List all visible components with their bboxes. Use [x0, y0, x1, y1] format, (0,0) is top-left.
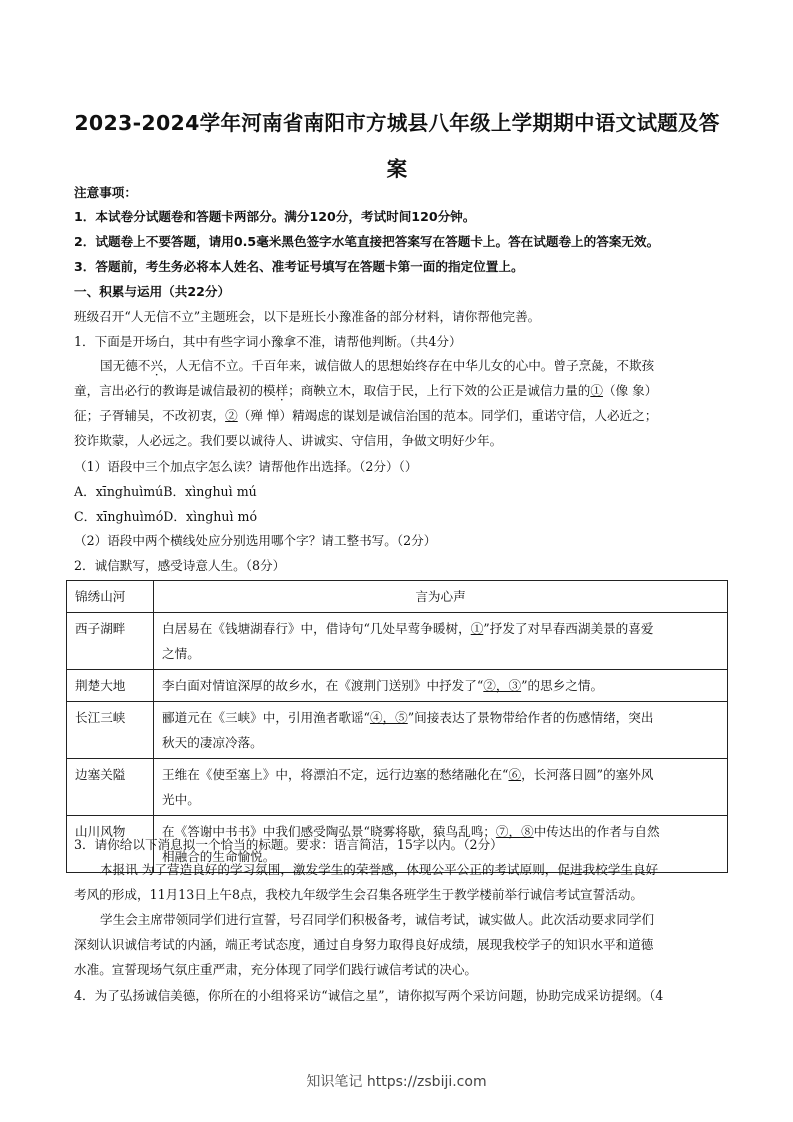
news-line: 考风的形成，11月13日上午8点，我校九年级学生会召集各班学生于教学楼前举行诚信考试宣誓活动。 — [74, 887, 644, 902]
blank-1: ① — [590, 383, 603, 398]
content-cell: 在《答谢中书书》中我们感受陶弘景“晓雾将歇，猿鸟乱鸣；⑦，⑧中传达出的作者与自然 相融合的生命愉悦。 — [154, 816, 728, 873]
place-cell: 长江三峡 — [67, 702, 154, 759]
table-header-row — [67, 581, 728, 613]
notice-item: 2．试题卷上不要答题，请用0.5毫米黑色签字水笔直接把答案写在答题卡上。答在试题卷上的答案无效。 — [74, 234, 660, 249]
passage-line: 征；子胥辅吴，不改初衷，②（殚 惮）精竭虑的谋划是诚信治国的范本。同学们，重诺守信，人必近之； — [74, 408, 658, 423]
content-cell: 郦道元在《三峡》中，引用渔者歌谣“④，⑤”间接表达了景物带给作者的伤感情绪，突出 秋天的凄凉冷落。 — [154, 702, 728, 759]
dotted-char: 样 — [275, 383, 289, 398]
passage-line: 国无德不兴，人无信不立。千百年来，诚信做人的思想始终存在中华儿女的心中。曾子烹彘，不欺孩 — [100, 358, 655, 373]
passage-line: 狡诈欺蒙，人必远之。我们要以诚待人、讲诚实、守信用，争做文明好少年。 — [74, 433, 503, 448]
options-ab: A．xīnghuìmúB．xìnghuì mú — [74, 484, 257, 499]
news-line: 学生会主席带领同学们进行宣誓，号召同学们积极备考，诚信考试，诚实做人。此次活动要求同学们 — [100, 912, 655, 927]
blank-2: ② — [225, 408, 238, 423]
poem-dictation-table — [66, 580, 728, 873]
content-cell: 李白面对情谊深厚的故乡水，在《渡荆门送别》中抒发了“②，③”的思乡之情。 — [154, 670, 728, 702]
question-3-stem: 3．请你给以下消息拟一个恰当的标题。要求：语言简洁，15字以内。（2分） — [74, 837, 503, 852]
place-cell: 荆楚大地 — [67, 670, 154, 702]
question-2-stem: 2．诚信默写，感受诗意人生。（8分） — [74, 558, 286, 573]
table-row — [67, 613, 728, 670]
table-header-cell: 锦绣山河 — [67, 581, 154, 613]
notice-item: 1．本试卷分试题卷和答题卡两部分。满分120分，考试时间120分钟。 — [74, 209, 476, 224]
section-intro: 班级召开“人无信不立”主题班会，以下是班长小豫准备的部分材料，请你帮他完善。 — [74, 309, 541, 324]
section-heading: 一、积累与运用（共22分） — [74, 284, 231, 299]
place-cell: 西子湖畔 — [67, 613, 154, 670]
news-line: 本报讯 为了营造良好的学习氛围，激发学生的荣誉感，体现公平公正的考试原则，促进我校学生良好 — [100, 862, 659, 877]
subquestion-2: （2）语段中两个横线处应分别选用哪个字？请工整书写。（2分） — [74, 533, 437, 548]
passage-line: 童，言出必行的教诲是诚信最初的模样；商鞅立木，取信于民，上行下效的公正是诚信力量的①（像 象） — [74, 383, 658, 398]
news-line: 深刻认识诚信考试的内涵，端正考试态度，通过自身努力取得良好成绩，展现我校学子的知识水平和道德 — [74, 937, 654, 952]
question-1-stem: 1．下面是开场白，其中有些字词小豫拿不准，请帮他判断。（共4分） — [74, 334, 462, 349]
table-row — [67, 702, 728, 759]
exam-title — [62, 100, 732, 192]
place-cell: 山川风物 — [67, 816, 154, 873]
title-line-2: 案 — [386, 157, 408, 181]
subquestion-1: （1）语段中三个加点字怎么读？请帮他作出选择。（2分）（） — [74, 459, 418, 474]
dotted-char: 兴 — [150, 358, 163, 373]
notice-item: 3．答题前，考生务必将本人姓名、准考证号填写在答题卡第一面的指定位置上。 — [74, 259, 524, 274]
content-cell: 白居易在《钱塘湖春行》中，借诗句“几处早莺争暖树，①”抒发了对早春西湖美景的喜爱 之情。 — [154, 613, 728, 670]
notice-heading: 注意事项： — [74, 185, 137, 200]
options-cd: C．xīnghuìmóD．xìnghuì mó — [74, 509, 258, 524]
title-line-1: 2023-2024学年河南省南阳市方城县八年级上学期期中语文试题及答 — [74, 111, 720, 135]
place-cell: 边塞关隘 — [67, 759, 154, 816]
table-header-cell: 言为心声 — [154, 581, 728, 613]
table-row — [67, 759, 728, 816]
news-line: 水准。宣誓现场气氛庄重严肃，充分体现了同学们践行诚信考试的决心。 — [74, 962, 477, 977]
content-cell: 王维在《使至塞上》中，将漂泊不定，远行边塞的愁绪融化在“⑥，长河落日圆”的塞外风 光中。 — [154, 759, 728, 816]
table-row — [67, 670, 728, 702]
footer-watermark: 知识笔记 https://zsbiji.com — [306, 1074, 487, 1090]
question-4-stem: 4．为了弘扬诚信美德，你所在的小组将采访“诚信之星”，请你拟写两个采访问题，协助完成采访提纲。（4 — [74, 988, 664, 1003]
